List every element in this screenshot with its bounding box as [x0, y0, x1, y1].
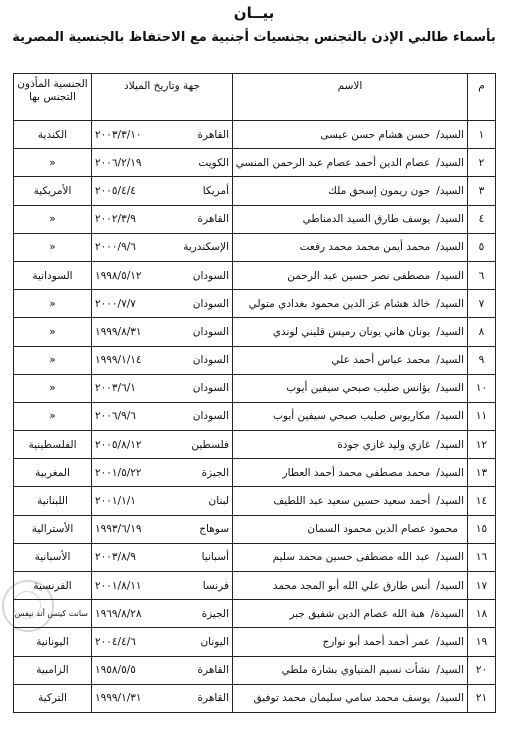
row-nationality: الأسترالية [14, 515, 92, 543]
table-row [14, 121, 496, 149]
row-nationality: الفرنسية [14, 572, 92, 600]
row-number: ١٥ [468, 515, 496, 543]
row-birth-cell [92, 374, 233, 402]
row-honorific: السيد/ [436, 128, 464, 141]
row-name: يوسف محمد سامي سليمان محمد توفيق [253, 692, 431, 705]
row-name-cell [233, 572, 468, 600]
row-birth-cell [92, 177, 233, 205]
row-honorific: السيدة/ [430, 607, 464, 620]
row-number: ١ [468, 121, 496, 149]
table-row [14, 684, 496, 712]
row-name-cell [233, 600, 468, 628]
row-birth-cell [92, 318, 233, 346]
row-nationality: « [14, 233, 92, 261]
row-honorific: السيد/ [436, 495, 464, 508]
row-birth-cell [92, 459, 233, 487]
row-number: ٩ [468, 346, 496, 374]
row-birth-date: ١٩٩٣/٦/١٩ [95, 523, 142, 536]
row-number: ١٦ [468, 543, 496, 571]
row-nationality: « [14, 318, 92, 346]
row-name-cell [233, 487, 468, 515]
table-row [14, 628, 496, 656]
row-honorific: السيد/ [436, 664, 464, 677]
row-birth-date: ٢٠٠٠/٩/٦ [95, 241, 136, 254]
row-name: مصطفى نصر حسين عبد الرحمن [287, 269, 431, 282]
row-nationality: المغربية [14, 459, 92, 487]
row-name: نشأت نسيم المنياوي بشارة ملطي [281, 664, 431, 677]
document-title: بيــان [233, 4, 275, 22]
header-name: الاسم [233, 74, 468, 121]
row-birth-cell [92, 628, 233, 656]
table-row [14, 177, 496, 205]
row-honorific: السيد/ [436, 184, 464, 197]
row-birth-cell [92, 261, 233, 289]
row-name-cell [233, 318, 468, 346]
row-birth-place: السودان [192, 297, 229, 310]
row-name-cell [233, 628, 468, 656]
row-birth-date: ١٩٩٩/١/٣١ [95, 692, 142, 705]
row-number: ٢ [468, 149, 496, 177]
row-name: يونان هاني يونان رميس قليني لوندي [272, 325, 431, 338]
row-birth-date: ١٩٩٨/٥/١٢ [95, 269, 142, 282]
row-number: ١٧ [468, 572, 496, 600]
table-row [14, 205, 496, 233]
row-name-cell [233, 261, 468, 289]
table-row [14, 572, 496, 600]
row-birth-cell [92, 149, 233, 177]
row-name: محمد عباس أحمد علي [331, 354, 431, 367]
row-name: يؤانس صليب صبحي سيفين أيوب [286, 382, 431, 395]
row-birth-place: الجيزة [201, 466, 229, 479]
row-honorific: السيد/ [436, 325, 464, 338]
row-nationality: « [14, 149, 92, 177]
row-birth-date: ٢٠٠٣/٨/٩ [95, 551, 136, 564]
row-birth-cell [92, 656, 233, 684]
row-nationality: الفلسطينية [14, 431, 92, 459]
row-name-cell [233, 459, 468, 487]
row-honorific: السيد/ [436, 551, 464, 564]
table-header-row [14, 74, 496, 121]
row-name-cell [233, 515, 468, 543]
row-name-cell [233, 656, 468, 684]
row-birth-place: السودان [192, 382, 229, 395]
row-birth-place: السودان [192, 269, 229, 282]
row-honorific: السيد/ [436, 241, 464, 254]
row-name: محمد أيمن محمد محمد رفعت [299, 241, 431, 254]
row-birth-date: ٢٠٠١/٥/٢٢ [95, 466, 142, 479]
row-nationality: « [14, 346, 92, 374]
row-number: ١٣ [468, 459, 496, 487]
row-number: ١٨ [468, 600, 496, 628]
row-nationality: الزامبية [14, 656, 92, 684]
row-name: غازي وليد غازي جودة [337, 438, 431, 451]
row-birth-date: ١٩٥٨/٥/٥ [95, 664, 136, 677]
row-number: ٤ [468, 205, 496, 233]
row-number: ٧ [468, 290, 496, 318]
row-number: ١٤ [468, 487, 496, 515]
row-name: مكاريوس صليب صبحي سيفين أيوب [273, 410, 431, 423]
row-birth-place: الجيزة [201, 607, 229, 620]
row-name: خالد هشام عز الدين محمود بغدادي متولي [248, 297, 431, 310]
row-name-cell [233, 233, 468, 261]
row-name: عمر أحمد أحمد أبو نوارج [322, 635, 431, 648]
row-number: ١٢ [468, 431, 496, 459]
row-nationality: اليونانية [14, 628, 92, 656]
row-birth-date: ٢٠٠٦/٩/٦ [95, 410, 136, 423]
row-birth-place: الكويت [198, 156, 229, 169]
row-birth-date: ٢٠٠٠/٧/٧ [95, 297, 136, 310]
row-birth-place: اليونان [200, 635, 229, 648]
row-number: ١٩ [468, 628, 496, 656]
row-nationality: « [14, 402, 92, 430]
row-honorific: السيد/ [436, 354, 464, 367]
row-birth-cell [92, 431, 233, 459]
row-birth-date: ١٩٩٩/١/١٤ [95, 354, 142, 367]
row-honorific: السيد/ [436, 156, 464, 169]
row-name: يوسف طارق السيد الدمناطي [302, 213, 431, 226]
row-number: ٣ [468, 177, 496, 205]
row-name: عصام الدين أحمد عصام عبد الرحمن المنسي [235, 156, 431, 169]
row-honorific: السيد/ [436, 579, 464, 592]
row-name-cell [233, 121, 468, 149]
table-row [14, 656, 496, 684]
row-nationality: اللبنانية [14, 487, 92, 515]
row-name: أحمد سعيد حسين سعيد عبد اللطيف [273, 495, 431, 508]
row-number: ٦ [468, 261, 496, 289]
row-name-cell [233, 149, 468, 177]
row-birth-date: ٢٠٠٦/٢/١٩ [95, 156, 142, 169]
row-number: ١١ [468, 402, 496, 430]
table-row [14, 402, 496, 430]
table-row [14, 459, 496, 487]
row-number: ٥ [468, 233, 496, 261]
row-number: ١٠ [468, 374, 496, 402]
table-row [14, 261, 496, 289]
row-birth-place: فلسطين [191, 438, 229, 451]
row-name-cell [233, 374, 468, 402]
row-birth-place: لبنان [208, 495, 229, 508]
row-birth-date: ١٩٦٩/٨/٢٨ [95, 607, 142, 620]
table-row [14, 346, 496, 374]
row-birth-date: ٢٠٠٣/٣/١٠ [95, 128, 142, 141]
row-honorific: السيد/ [436, 297, 464, 310]
row-birth-cell [92, 600, 233, 628]
header-number: م [468, 74, 496, 121]
row-birth-date: ٢٠٠١/١/١ [95, 495, 136, 508]
row-honorific: السيد/ [436, 269, 464, 282]
table-row [14, 233, 496, 261]
table-row [14, 600, 496, 628]
row-birth-place: السودان [192, 410, 229, 423]
row-name: محمد مصطفى محمد أحمد العطار [282, 466, 431, 479]
row-honorific: السيد/ [436, 438, 464, 451]
row-birth-place: السودان [192, 325, 229, 338]
row-birth-cell [92, 290, 233, 318]
row-birth-date: ٢٠٠٥/٨/١٢ [95, 438, 142, 451]
row-name-cell [233, 543, 468, 571]
row-nationality: الكندية [14, 121, 92, 149]
row-birth-cell [92, 121, 233, 149]
row-birth-date: ١٩٩٩/٨/٣١ [95, 325, 142, 338]
row-birth-place: القاهرة [197, 213, 229, 226]
row-name-cell [233, 177, 468, 205]
table-row [14, 290, 496, 318]
row-birth-cell [92, 543, 233, 571]
row-birth-cell [92, 572, 233, 600]
row-birth-place: سوهاج [199, 523, 229, 536]
row-number: ٢٠ [468, 656, 496, 684]
row-nationality: « [14, 374, 92, 402]
row-name: أنس طارق علي الله أبو المجد محمد [272, 579, 431, 592]
document-subtitle: بأسماء طالبي الإذن بالتجنس بجنسيات أجنبية مع الاحتفاظ بالجنسية المصرية [12, 30, 496, 45]
row-nationality: سانت كيتس أند نيفس [14, 600, 92, 628]
row-honorific: السيد/ [436, 692, 464, 705]
table-row [14, 149, 496, 177]
row-honorific: السيد/ [436, 466, 464, 479]
row-name: جون ريمون إسحق ملك [328, 184, 431, 197]
row-name-cell [233, 205, 468, 233]
header-birth: جهة وتاريخ الميلاد [92, 74, 233, 121]
row-birth-place: القاهرة [197, 692, 229, 705]
row-birth-date: ٢٠٠٤/٤/٦ [95, 635, 136, 648]
header-nationality: الجنسية المأذون التجنس بها [14, 74, 92, 121]
row-birth-place: أمريكا [202, 184, 229, 197]
table-row [14, 487, 496, 515]
table-row [14, 374, 496, 402]
row-nationality: الأسبانية [14, 543, 92, 571]
row-honorific: السيد/ [436, 382, 464, 395]
row-birth-cell [92, 684, 233, 712]
table-row [14, 431, 496, 459]
row-honorific: السيد/ [436, 410, 464, 423]
row-nationality: « [14, 205, 92, 233]
row-name: حسن هشام حسن عيسى [320, 128, 431, 141]
row-birth-date: ٢٠٠٣/٦/١ [95, 382, 136, 395]
row-birth-cell [92, 233, 233, 261]
row-birth-date: ٢٠٠٥/٤/٤ [95, 184, 136, 197]
row-birth-place: فرنسا [202, 579, 229, 592]
row-honorific: السيد/ [436, 635, 464, 648]
applicants-table [13, 73, 496, 713]
row-birth-place: القاهرة [197, 664, 229, 677]
row-birth-cell [92, 346, 233, 374]
row-name-cell [233, 346, 468, 374]
table-row [14, 543, 496, 571]
row-name-cell [233, 290, 468, 318]
row-birth-place: أسبانيا [201, 551, 229, 564]
row-birth-place: الإسكندرية [183, 241, 229, 254]
row-number: ٢١ [468, 684, 496, 712]
row-name-cell [233, 402, 468, 430]
row-birth-date: ٢٠٠١/٨/١١ [95, 579, 142, 592]
row-birth-place: القاهرة [197, 128, 229, 141]
row-birth-cell [92, 487, 233, 515]
row-number: ٨ [468, 318, 496, 346]
row-birth-cell [92, 205, 233, 233]
table-row [14, 515, 496, 543]
row-name-cell [233, 684, 468, 712]
row-birth-date: ٢٠٠٢/٣/٩ [95, 213, 136, 226]
row-birth-cell [92, 402, 233, 430]
row-nationality: الأمريكية [14, 177, 92, 205]
row-birth-place: السودان [192, 354, 229, 367]
table-row [14, 318, 496, 346]
row-nationality: « [14, 290, 92, 318]
row-honorific: السيد/ [436, 213, 464, 226]
row-nationality: التركية [14, 684, 92, 712]
row-name: محمود عصام الدين محمود السمان [307, 523, 458, 536]
row-birth-cell [92, 515, 233, 543]
row-name-cell [233, 431, 468, 459]
row-name: عبد الله مصطفى حسين محمد سليم [272, 551, 431, 564]
row-nationality: السودانية [14, 261, 92, 289]
row-name: هبة الله عصام الدين شفيق جبر [289, 607, 425, 620]
